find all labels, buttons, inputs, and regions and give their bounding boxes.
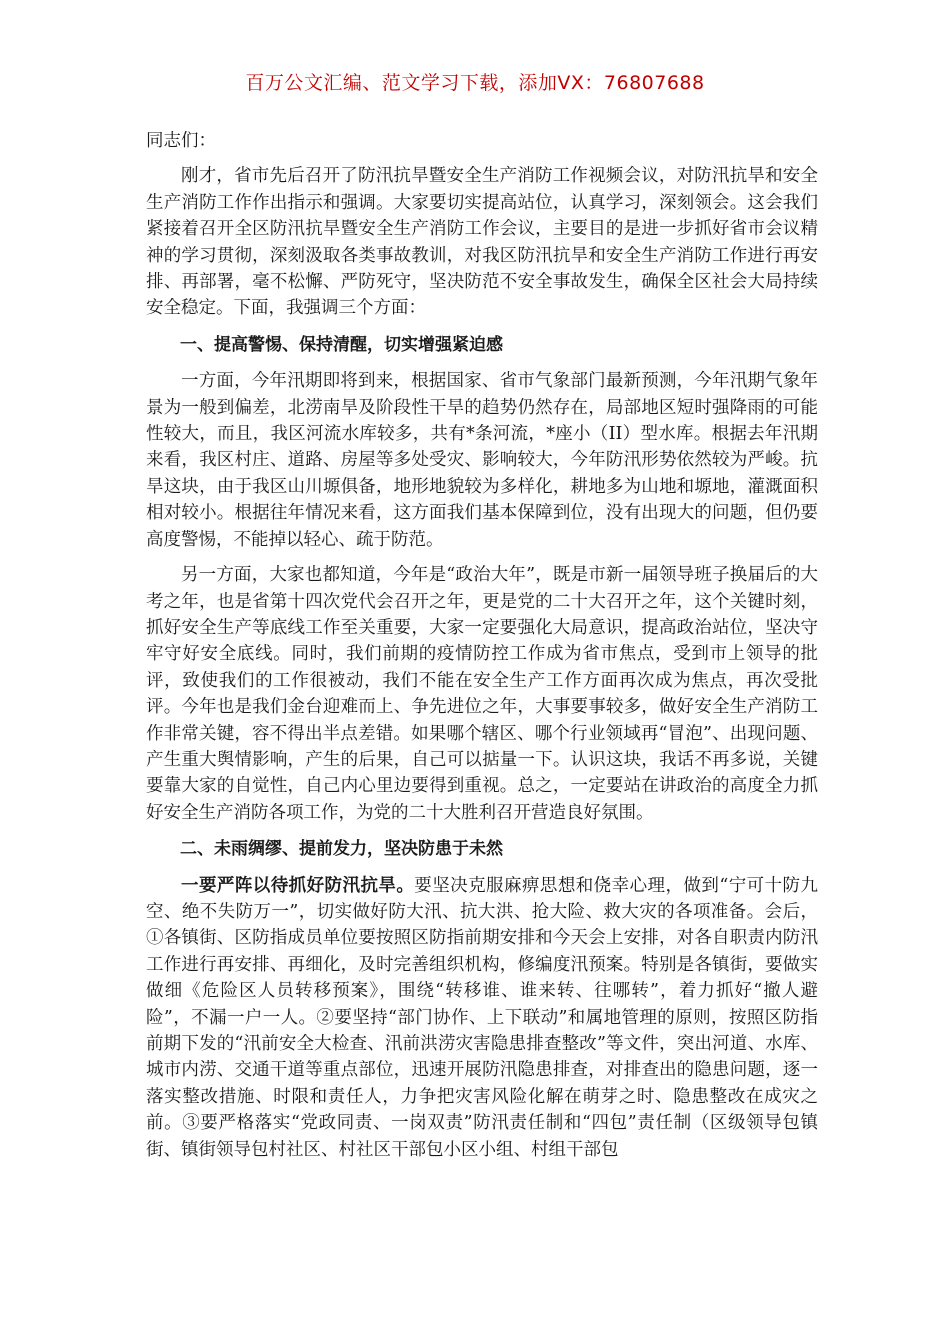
download-banner: 百万公文汇编、范文学习下载，添加VX：76807688: [245, 72, 705, 94]
salutation: 同志们：: [146, 131, 216, 151]
section-2-paragraph-1-text: 要坚决克服麻痹思想和侥幸心理，做到“宁可十防九空、绝不失防万一”，切实做好防大汛、抗大洪、抢大险、救大灾的各项准备。会后，①各镇街、区防指成员单位要按照区防指前期安排和今天会上安排，对各自职责内防汛工作进行再安排、再细化，及时完善组织机构，修编度汛预案。特别是各镇街，要做实做细《危险区人员转移预案》，围绕“转移谁、谁来转、往哪转”，着力抓好“撤人避险”，不漏一户一人。②要坚持“部门协作、上下联动”和属地管理的原则，按照区防指前期下发的“汛前安全大检查、汛前洪涝灾害隐患排查整改”等文件，突出河道、水库、城市内涝、交通干道等重点部位，迅速开展防汛隐患排查，对排查出的隐患问题，逐一落实整改措施、时限和责任人，力争把灾害风险化解在萌芽之时、隐患整改在成灾之前。③要严格落实“党政同责、一岗双责”防汛责任制和“四包”责任制（区级领导包镇街、镇街领导包村社区、村社区干部包小区小组、村组干部包: [146, 875, 818, 1160]
section-2-lead-sentence: 一要严阵以待抓好防汛抗旱。: [181, 875, 415, 896]
section-1-heading: 一、提高警惕、保持清醒，切实增强紧迫感: [180, 334, 503, 355]
section-1-paragraph-2: 另一方面，大家也都知道，今年是“政治大年”，既是市新一届领导班子换届后的大考之年，也是省第十四次党代会召开之年，更是党的二十大召开之年，这个关键时刻，抓好安全生产等底线工作至关重要，大家一定要强化大局意识，提高政治站位，坚决守牢守好安全底线。同时，我们前期的疫情防控工作成为省市焦点，受到市上领导的批评，致使我们的工作很被动，我们不能在安全生产工作方面再次成为焦点，再次受批评。今年也是我们金台迎难而上、争先进位之年，大事要事较多，做好安全生产消防工作非常关键，容不得出半点差错。如果哪个辖区、哪个行业领域再“冒泡”、出现问题、产生重大舆情影响，产生的后果，自己可以掂量一下。认识这块，我话不再多说，关键要靠大家的自觉性，自己内心里边要得到重视。总之，一定要站在讲政治的高度全力抓好安全生产消防各项工作，为党的二十大胜利召开营造良好氛围。: [146, 565, 818, 823]
document-body: [146, 128, 818, 1163]
section-2-paragraph-1: [146, 873, 818, 1163]
section-1-paragraph-1: 一方面，今年汛期即将到来，根据国家、省市气象部门最新预测，今年汛期气象年景为一般到偏差，北涝南旱及阶段性干旱的趋势仍然存在，局部地区短时强降雨的可能性较大，而且，我区河流水库较多，共有*条河流，*座小（II）型水库。根据去年汛期来看，我区村庄、道路、房屋等多处受灾、影响较大，今年防汛形势依然较为严峻。抗旱这块，由于我区山川塬俱备，地形地貌较为多样化，耕地多为山地和塬地，灌溉面积相对较小。根据往年情况来看，这方面我们基本保障到位，没有出现大的问题，但仍要高度警惕，不能掉以轻心、疏于防范。: [146, 371, 818, 550]
intro-paragraph: 刚才，省市先后召开了防汛抗旱暨安全生产消防工作视频会议，对防汛抗旱和安全生产消防工作作出指示和强调。大家要切实提高站位，认真学习，深刻领会。这会我们紧接着召开全区防汛抗旱暨安全生产消防工作会议，主要目的是进一步抓好省市会议精神的学习贯彻，深刻汲取各类事故教训，对我区防汛抗旱和安全生产消防工作进行再安排、再部署，毫不松懈、严防死守，坚决防范不安全事故发生，确保全区社会大局持续安全稳定。下面，我强调三个方面：: [146, 166, 818, 319]
section-2-heading: 二、未雨绸缪、提前发力，坚决防患于未然: [180, 839, 503, 860]
